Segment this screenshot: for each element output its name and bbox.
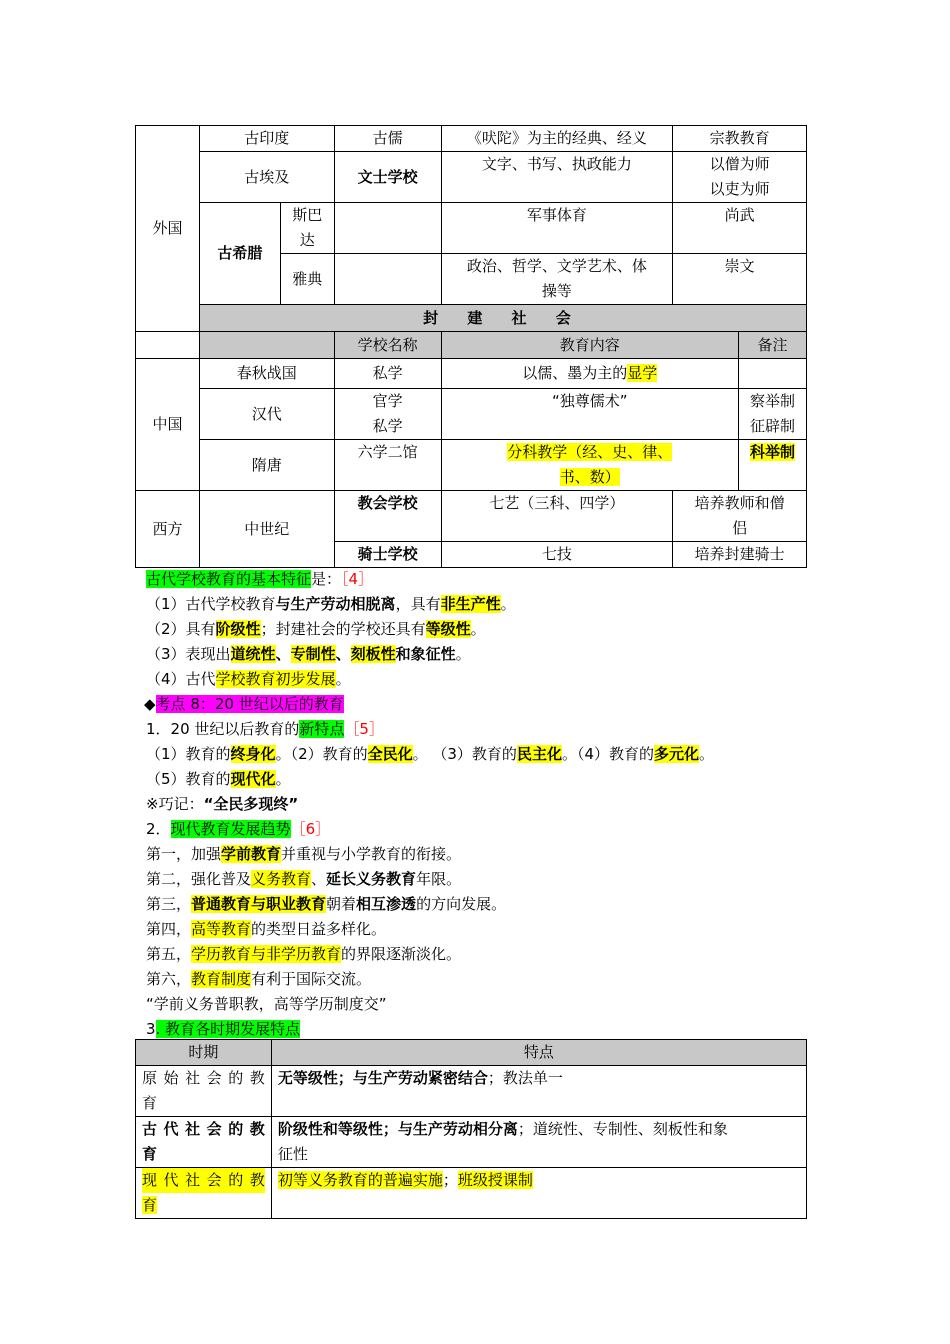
bold-text: 延长义务教育 xyxy=(326,870,417,888)
line-feature-2 xyxy=(146,617,826,642)
text: 和 xyxy=(395,645,411,663)
text: ；教法单一 xyxy=(487,1069,563,1087)
highlight-text: 学校教育初步发展 xyxy=(215,670,336,688)
text: 。 xyxy=(470,620,486,638)
text: 征性 xyxy=(277,1145,308,1163)
cell-spring-content xyxy=(441,359,739,389)
bold-text: 相互渗透 xyxy=(356,895,417,913)
feudal-header: 封 建 社 会 xyxy=(199,305,806,332)
text: 。 xyxy=(500,595,516,613)
cell-sparta-content: 军事体育 xyxy=(441,203,673,254)
ref-mark: ［5］ xyxy=(344,720,384,738)
highlight-text: 现代教育发展趋势 xyxy=(170,820,291,838)
line-ancient-features xyxy=(146,567,826,592)
bold-text: 象征性 xyxy=(410,645,456,663)
sparta-line: 斯巴 xyxy=(292,206,323,224)
text: （3）表现出 xyxy=(146,645,231,663)
text: ； xyxy=(442,1171,458,1189)
text: 2． xyxy=(146,820,171,838)
cell-athens-school xyxy=(334,254,441,305)
text: 3 xyxy=(146,1020,156,1038)
text: 朝着 xyxy=(326,895,357,913)
han-school-line: 官学 xyxy=(372,392,403,410)
church-note-line: 侣 xyxy=(732,519,748,537)
text: 的类型日益多样化。 xyxy=(251,920,387,938)
cell-han-school xyxy=(334,389,441,440)
text: 。（4）教育的 xyxy=(561,745,654,763)
highlight-text: 阶级性 xyxy=(215,620,261,638)
cell-spring-note xyxy=(739,359,807,389)
highlight-text: 非生产性 xyxy=(440,595,501,613)
line-trend-5 xyxy=(146,942,826,967)
cell-athens-note: 崇文 xyxy=(673,254,807,305)
highlight-text: 考点 8：20 世纪以后的教育 xyxy=(155,695,344,713)
highlight-text: 新特点 xyxy=(299,720,345,738)
text: 。（2）教育的 xyxy=(275,745,368,763)
text: “学前义务普职教，高等学历制度交” xyxy=(146,995,387,1013)
suitang-content-line: 分科教学（经、史、律、 xyxy=(507,443,673,461)
line-new-features xyxy=(146,717,826,742)
suitang-note-text: 科举制 xyxy=(750,443,796,461)
text: 。 xyxy=(335,670,351,688)
highlight-text: 班级授课制 xyxy=(457,1171,533,1189)
period-line: 育 xyxy=(142,1145,158,1163)
sparta-line: 达 xyxy=(299,231,315,249)
highlight-text: 义务教育 xyxy=(251,870,312,888)
ref-mark: ［4］ xyxy=(341,570,374,588)
highlight-text: 现代化 xyxy=(230,770,276,788)
header-content: 教育内容 xyxy=(441,332,739,359)
text: （5）教育的 xyxy=(146,770,231,788)
cell-church-note xyxy=(673,491,807,542)
line-features-list xyxy=(146,742,826,767)
diamond-icon: ◆ xyxy=(144,695,156,713)
line-key-point-8 xyxy=(144,692,826,717)
han-school-line: 私学 xyxy=(372,417,403,435)
header-period: 时期 xyxy=(136,1040,272,1066)
cell-medieval: 中世纪 xyxy=(199,491,334,568)
cell-han-period: 汉代 xyxy=(199,389,334,440)
line-feature-5 xyxy=(146,767,826,792)
text: 第五， xyxy=(146,945,192,963)
cell-suitang-school: 六学二馆 xyxy=(334,440,441,491)
period-line: 古代社会的教 xyxy=(142,1120,265,1138)
header-note: 备注 xyxy=(739,332,807,359)
cell-features-primitive xyxy=(271,1066,806,1117)
text: 第六， xyxy=(146,970,192,988)
text: （2）具有 xyxy=(146,620,216,638)
text: 的界限逐渐淡化。 xyxy=(341,945,462,963)
cell-sparta xyxy=(280,203,334,254)
line-trends-mnemonic xyxy=(146,992,826,1017)
text: ；道统性、专制性、刻板性和象 xyxy=(517,1120,728,1138)
region-west: 西方 xyxy=(136,491,200,568)
cell-period-ancient xyxy=(136,1117,272,1168)
line-mnemonic xyxy=(146,792,826,817)
line-feature-4 xyxy=(146,667,826,692)
cell-han-content: “独尊儒术” xyxy=(441,389,739,440)
text: 有利于国际交流。 xyxy=(251,970,372,988)
text: 年限。 xyxy=(416,870,462,888)
church-note-line: 培养教师和僧 xyxy=(694,494,785,512)
period-line: 现代社会的教 xyxy=(142,1168,265,1193)
cell-knight-content: 七技 xyxy=(441,542,673,568)
text: 的方向发展。 xyxy=(416,895,507,913)
line-trends-title xyxy=(146,817,826,842)
cell-sparta-note: 尚武 xyxy=(673,203,807,254)
cell-india: 古印度 xyxy=(199,126,334,152)
cell-india-note: 宗教教育 xyxy=(673,126,807,152)
ref-mark: ［6］ xyxy=(290,820,331,838)
highlight-text: 刻板性 xyxy=(350,645,396,663)
cell-church-school: 教会学校 xyxy=(334,491,441,542)
cell-period-modern xyxy=(136,1168,272,1219)
highlight-text: 学前教育 xyxy=(221,845,282,863)
bold-text: 无等级性；与生产劳动紧密结合 xyxy=(277,1069,488,1087)
highlight-text: 全民化 xyxy=(367,745,413,763)
cell-church-content: 七艺（三科、四学） xyxy=(441,491,673,542)
header-school: 学校名称 xyxy=(334,332,441,359)
cell-india-content: 《吠陀》为主的经典、经义 xyxy=(441,126,673,152)
athens-line: 操等 xyxy=(541,282,572,300)
cell-knight-school: 骑士学校 xyxy=(334,542,441,568)
line-trend-1 xyxy=(146,842,826,867)
text: 第二，强化普及 xyxy=(146,870,252,888)
text: 并重视与小学教育的衔接。 xyxy=(281,845,462,863)
cell-egypt-note xyxy=(673,152,807,203)
highlight-text: 道统性 xyxy=(230,645,276,663)
athens-line: 政治、哲学、文学艺术、体 xyxy=(466,257,647,275)
text: （4）古代 xyxy=(146,670,216,688)
text: 是： xyxy=(311,570,342,588)
suitang-content-line: 书、数） xyxy=(559,468,620,486)
cell-egypt: 古埃及 xyxy=(199,152,334,203)
line-feature-1 xyxy=(146,592,826,617)
text: 。 xyxy=(275,770,291,788)
han-note-line: 征辟制 xyxy=(750,417,796,435)
line-trend-6 xyxy=(146,967,826,992)
highlight-text: 普通教育与职业教育 xyxy=(191,895,327,913)
highlight-text: 教育制度 xyxy=(191,970,252,988)
cell-knight-note: 培养封建骑士 xyxy=(673,542,807,568)
text: 第四， xyxy=(146,920,192,938)
han-note-line: 察举制 xyxy=(750,392,796,410)
text: ，具有 xyxy=(395,595,441,613)
bold-text: “全民多现终” xyxy=(203,795,299,813)
cell-period-primitive xyxy=(136,1066,272,1117)
line-trend-3 xyxy=(146,892,826,917)
cell-spring-period: 春秋战国 xyxy=(199,359,334,389)
highlight-text: 终身化 xyxy=(230,745,276,763)
text: 第三， xyxy=(146,895,192,913)
text: （1）古代学校教育 xyxy=(146,595,276,613)
text: ；封建社会的学校还具有 xyxy=(260,620,426,638)
text: 、 xyxy=(275,645,291,663)
highlight-text: 古代学校教育的基本特征 xyxy=(146,570,312,588)
header-blank xyxy=(136,332,200,359)
highlight-text: 初等义务教育的普遍实施 xyxy=(277,1171,443,1189)
text: （1）教育的 xyxy=(146,745,231,763)
bold-text: 阶级性和等级性；与生产劳动相分离 xyxy=(277,1120,518,1138)
highlight-text: 专制性 xyxy=(290,645,336,663)
spring-content-text: 以儒、墨为主的 xyxy=(522,364,628,382)
text: 。 （3）教育的 xyxy=(412,745,517,763)
period-features-table xyxy=(135,1039,807,1219)
cell-india-school: 古儒 xyxy=(334,126,441,152)
header-features: 特点 xyxy=(271,1040,806,1066)
note-line: 以吏为师 xyxy=(709,180,770,198)
text: 、 xyxy=(311,870,327,888)
highlight-text: 高等教育 xyxy=(191,920,252,938)
cell-spring-school: 私学 xyxy=(334,359,441,389)
text: 、 xyxy=(335,645,351,663)
region-china: 中国 xyxy=(136,359,200,491)
cell-features-modern xyxy=(271,1168,806,1219)
text: 1．20 世纪以后教育的 xyxy=(146,720,300,738)
period-line: 育 xyxy=(142,1196,158,1214)
cell-suitang-period: 隋唐 xyxy=(199,440,334,491)
text: 。 xyxy=(455,645,471,663)
period-line: 育 xyxy=(142,1094,158,1112)
spring-content-highlight: 显学 xyxy=(627,364,658,382)
education-history-table xyxy=(135,125,807,568)
line-trend-4 xyxy=(146,917,826,942)
document-body xyxy=(146,567,826,1042)
highlight-text: 等级性 xyxy=(425,620,471,638)
text: ※巧记： xyxy=(146,795,204,813)
note-line: 以僧为师 xyxy=(709,155,770,173)
highlight-text: . 教育各时期发展特点 xyxy=(155,1020,301,1038)
cell-suitang-content xyxy=(441,440,739,491)
highlight-text: 多元化 xyxy=(654,745,700,763)
cell-athens: 雅典 xyxy=(280,254,334,305)
period-line: 原始社会的教 xyxy=(142,1069,265,1087)
cell-han-note xyxy=(739,389,807,440)
cell-sparta-school xyxy=(334,203,441,254)
text: 。 xyxy=(699,745,715,763)
line-feature-3 xyxy=(146,642,826,667)
highlight-text: 民主化 xyxy=(516,745,562,763)
cell-suitang-note xyxy=(739,440,807,491)
bold-text: 与生产劳动相脱离 xyxy=(275,595,396,613)
cell-athens-content xyxy=(441,254,673,305)
cell-egypt-content: 文字、书写、执政能力 xyxy=(441,152,673,203)
cell-greece: 古希腊 xyxy=(199,203,280,305)
text: 第一，加强 xyxy=(146,845,222,863)
line-trend-2 xyxy=(146,867,826,892)
cell-egypt-school: 文士学校 xyxy=(334,152,441,203)
header-blank-gray xyxy=(199,332,334,359)
region-foreign: 外国 xyxy=(136,126,200,332)
highlight-text: 学历教育与非学历教育 xyxy=(191,945,342,963)
cell-features-ancient xyxy=(271,1117,806,1168)
